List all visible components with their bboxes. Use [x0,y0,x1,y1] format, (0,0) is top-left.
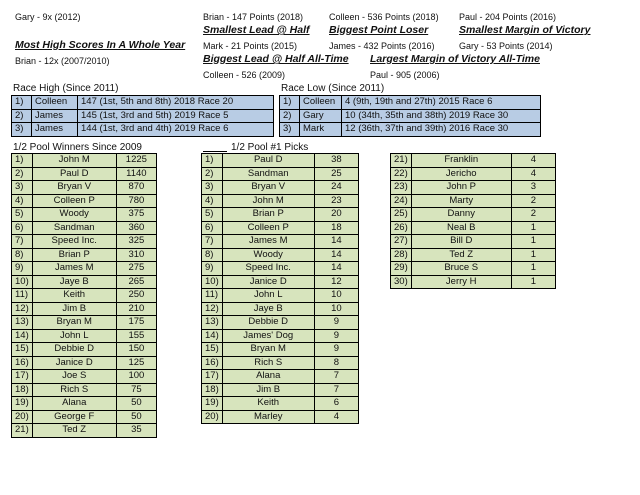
rank-cell: 11) [12,289,33,303]
count-cell: 20 [314,208,358,222]
name-cell: Sandman [222,167,314,181]
table-row [202,356,359,370]
count-cell: 24 [314,181,358,195]
rank-cell: 10) [12,275,33,289]
table-row [391,154,556,168]
rank-cell: 29) [391,262,412,276]
count-cell: 25 [314,167,358,181]
name-cell: John M [32,154,116,168]
race-high-table [11,95,274,137]
name-cell: Marty [411,194,511,208]
race-low-title: Race Low (Since 2011) [281,83,385,94]
name-cell: Speed Inc. [32,235,116,249]
race-low-table [279,95,541,137]
note-james-432: James - 432 Points (2016) [329,41,435,51]
rank-cell: 12) [12,302,33,316]
name-cell: Rich S [222,356,314,370]
rank-cell: 9) [12,262,33,276]
pool-picks-title: 1/2 Pool #1 Picks [231,142,309,153]
count-cell: 4 [511,167,555,181]
note-mark-21: Mark - 21 Points (2015) [203,41,298,51]
rank-cell: 7) [202,235,223,249]
table-row [202,248,359,262]
table-row [12,248,157,262]
name-cell: Franklin [411,154,511,168]
count-cell: 10 [314,302,358,316]
rank-cell: 20) [12,410,33,424]
points-cell: 275 [116,262,156,276]
table-row [202,343,359,357]
rank-cell: 18) [202,383,223,397]
table-row [12,96,274,110]
table-row [12,221,157,235]
rank-cell: 16) [12,356,33,370]
table-row [12,343,157,357]
table-row [12,316,157,330]
count-cell: 2 [511,194,555,208]
pool-picks-table [201,153,359,424]
count-cell: 1 [511,235,555,249]
points-cell: 360 [116,221,156,235]
detail-cell: 145 (1st, 3rd and 5th) 2019 Race 5 [78,109,274,123]
rank-cell: 14) [202,329,223,343]
count-cell: 1 [511,275,555,289]
name-cell: Bryan V [32,181,116,195]
rank-cell: 24) [391,194,412,208]
name-cell: John M [222,194,314,208]
heading-biggest-lead-half: Biggest Lead @ Half All-Time [203,53,349,65]
name-cell: Alana [32,397,116,411]
name-cell: Debbie D [222,316,314,330]
rank-cell: 4) [12,194,33,208]
name-cell: Bruce S [411,262,511,276]
table-row [12,275,157,289]
name-cell: John P [411,181,511,195]
table-row [202,221,359,235]
rank-cell: 17) [12,370,33,384]
rank-cell: 1) [280,96,300,110]
count-cell: 7 [314,383,358,397]
rank-cell: 28) [391,248,412,262]
count-cell: 14 [314,262,358,276]
rank-cell: 22) [391,167,412,181]
table-row [12,123,274,137]
rank-cell: 13) [202,316,223,330]
table-row [202,262,359,276]
heading-biggest-point-loser: Biggest Point Loser [329,24,429,36]
count-cell: 6 [314,397,358,411]
name-cell: Bryan M [222,343,314,357]
heading-largest-margin: Largest Margin of Victory All-Time [370,53,540,65]
rank-cell: 21) [12,424,33,438]
table-row [12,329,157,343]
table-row [12,302,157,316]
detail-cell: 10 (34th, 35th and 38th) 2019 Race 30 [342,109,541,123]
table-row [202,383,359,397]
name-cell: Bill D [411,235,511,249]
heading-most-high-scores: Most High Scores In A Whole Year [15,39,186,51]
rank-cell: 1) [12,96,32,110]
count-cell: 7 [314,370,358,384]
table-row [391,262,556,276]
table-row [202,235,359,249]
rank-cell: 8) [202,248,223,262]
points-cell: 125 [116,356,156,370]
name-cell: Jerry H [411,275,511,289]
table-row [12,167,157,181]
name-cell: Brian P [222,208,314,222]
count-cell: 12 [314,275,358,289]
count-cell: 9 [314,316,358,330]
table-row [12,235,157,249]
table-row [391,194,556,208]
points-cell: 175 [116,316,156,330]
name-cell: Gary [300,109,342,123]
table-row [12,262,157,276]
name-cell: Keith [222,397,314,411]
table-row [280,109,541,123]
table-row [202,302,359,316]
rank-cell: 3) [280,123,300,137]
count-cell: 38 [314,154,358,168]
count-cell: 23 [314,194,358,208]
pool-winners-title: 1/2 Pool Winners Since 2009 [13,142,142,153]
name-cell: Jim B [222,383,314,397]
table-row [391,167,556,181]
name-cell: Colleen P [32,194,116,208]
name-cell: Debbie D [32,343,116,357]
table-row [12,356,157,370]
name-cell: James [32,109,78,123]
note-colleen-536: Colleen - 536 Points (2018) [329,12,439,22]
rank-cell: 27) [391,235,412,249]
rank-cell: 19) [12,397,33,411]
name-cell: Joe S [32,370,116,384]
name-cell: James M [222,235,314,249]
points-cell: 265 [116,275,156,289]
name-cell: Danny [411,208,511,222]
count-cell: 1 [511,221,555,235]
points-cell: 75 [116,383,156,397]
table-row [391,235,556,249]
rank-cell: 5) [12,208,33,222]
name-cell: Jim B [32,302,116,316]
table-row [12,154,157,168]
detail-cell: 4 (9th, 19th and 27th) 2015 Race 6 [342,96,541,110]
note-brian-147: Brian - 147 Points (2018) [203,12,304,22]
table-row [391,208,556,222]
rank-cell: 3) [202,181,223,195]
rank-cell: 12) [202,302,223,316]
name-cell: Rich S [32,383,116,397]
rank-cell: 2) [202,167,223,181]
heading-smallest-margin: Smallest Margin of Victory [459,24,591,36]
table-row [202,329,359,343]
name-cell: Ted Z [32,424,116,438]
points-cell: 310 [116,248,156,262]
name-cell: John L [32,329,116,343]
count-cell: 9 [314,329,358,343]
table-row [391,248,556,262]
name-cell: Keith [32,289,116,303]
points-cell: 375 [116,208,156,222]
table-row [12,410,157,424]
table-row [12,370,157,384]
rank-cell: 18) [12,383,33,397]
rank-cell: 15) [202,343,223,357]
note-paul-905: Paul - 905 (2006) [370,70,440,80]
name-cell: Ted Z [411,248,511,262]
rank-cell: 10) [202,275,223,289]
table-row [391,275,556,289]
table-row [12,424,157,438]
detail-cell: 147 (1st, 5th and 8th) 2018 Race 20 [78,96,274,110]
heading-smallest-lead-half: Smallest Lead @ Half [203,24,310,36]
rank-cell: 2) [280,109,300,123]
rank-cell: 30) [391,275,412,289]
rank-cell: 2) [12,109,32,123]
name-cell: Mark [300,123,342,137]
points-cell: 50 [116,397,156,411]
name-cell: George F [32,410,116,424]
note-colleen-526: Colleen - 526 (2009) [203,70,286,80]
note-paul-204: Paul - 204 Points (2016) [459,12,557,22]
rank-cell: 16) [202,356,223,370]
count-cell: 9 [314,343,358,357]
count-cell: 3 [511,181,555,195]
rank-cell: 23) [391,181,412,195]
points-cell: 325 [116,235,156,249]
name-cell: Neal B [411,221,511,235]
rank-cell: 9) [202,262,223,276]
count-cell: 14 [314,248,358,262]
rank-cell: 6) [202,221,223,235]
note-gary-9x: Gary - 9x (2012) [15,12,81,22]
table-row [202,181,359,195]
table-row [12,289,157,303]
table-row [12,397,157,411]
name-cell: James' Dog [222,329,314,343]
table-row [280,123,541,137]
name-cell: Paul D [32,167,116,181]
rank-cell: 3) [12,181,33,195]
rank-cell: 14) [12,329,33,343]
points-cell: 870 [116,181,156,195]
table-row [12,181,157,195]
name-cell: Jaye B [222,302,314,316]
name-cell: Speed Inc. [222,262,314,276]
table-row [280,96,541,110]
table-row [202,370,359,384]
rank-cell: 6) [12,221,33,235]
table-row [12,383,157,397]
note-brian-12x: Brian - 12x (2007/2010) [15,56,110,66]
table-row [202,316,359,330]
name-cell: Jericho [411,167,511,181]
rank-cell: 25) [391,208,412,222]
detail-cell: 144 (1st, 3rd and 4th) 2019 Race 6 [78,123,274,137]
count-cell: 1 [511,248,555,262]
rank-cell: 17) [202,370,223,384]
name-cell: Janice D [222,275,314,289]
table-row [12,194,157,208]
rank-cell: 21) [391,154,412,168]
name-cell: Woody [32,208,116,222]
points-cell: 100 [116,370,156,384]
name-cell: Colleen [32,96,78,110]
name-cell: Marley [222,410,314,424]
table-row [391,181,556,195]
count-cell: 10 [314,289,358,303]
table-row [202,397,359,411]
name-cell: Colleen [300,96,342,110]
pool-winners-table [11,153,157,438]
rank-cell: 15) [12,343,33,357]
rank-cell: 4) [202,194,223,208]
points-cell: 250 [116,289,156,303]
count-cell: 4 [314,410,358,424]
table-row [12,109,274,123]
count-cell: 14 [314,235,358,249]
name-cell: Sandman [32,221,116,235]
rank-cell: 1) [202,154,223,168]
rank-cell: 13) [12,316,33,330]
count-cell: 2 [511,208,555,222]
points-cell: 1140 [116,167,156,181]
race-high-title: Race High (Since 2011) [13,83,119,94]
name-cell: Bryan M [32,316,116,330]
points-cell: 155 [116,329,156,343]
table-row [202,275,359,289]
name-cell: Jaye B [32,275,116,289]
name-cell: John L [222,289,314,303]
table-row [202,154,359,168]
name-cell: Woody [222,248,314,262]
table-row [202,194,359,208]
points-cell: 210 [116,302,156,316]
rank-cell: 2) [12,167,33,181]
name-cell: James M [32,262,116,276]
name-cell: Bryan V [222,181,314,195]
rank-cell: 1) [12,154,33,168]
note-gary-53: Gary - 53 Points (2014) [459,41,553,51]
points-cell: 150 [116,343,156,357]
points-cell: 50 [116,410,156,424]
rank-cell: 5) [202,208,223,222]
count-cell: 1 [511,262,555,276]
name-cell: Janice D [32,356,116,370]
rank-cell: 8) [12,248,33,262]
name-cell: Brian P [32,248,116,262]
points-cell: 35 [116,424,156,438]
name-cell: Colleen P [222,221,314,235]
table-row [202,289,359,303]
rank-cell: 11) [202,289,223,303]
table-row [391,221,556,235]
rank-cell: 26) [391,221,412,235]
rank-cell: 20) [202,410,223,424]
count-cell: 8 [314,356,358,370]
name-cell: James [32,123,78,137]
table-row [202,167,359,181]
rank-cell: 19) [202,397,223,411]
table-row [202,410,359,424]
points-cell: 780 [116,194,156,208]
name-cell: Paul D [222,154,314,168]
points-cell: 1225 [116,154,156,168]
pool-picks-table-2 [390,153,556,289]
rank-cell: 7) [12,235,33,249]
table-row [12,208,157,222]
count-cell: 4 [511,154,555,168]
rank-cell: 3) [12,123,32,137]
detail-cell: 12 (36th, 37th and 39th) 2016 Race 30 [342,123,541,137]
name-cell: Alana [222,370,314,384]
table-row [202,208,359,222]
count-cell: 18 [314,221,358,235]
